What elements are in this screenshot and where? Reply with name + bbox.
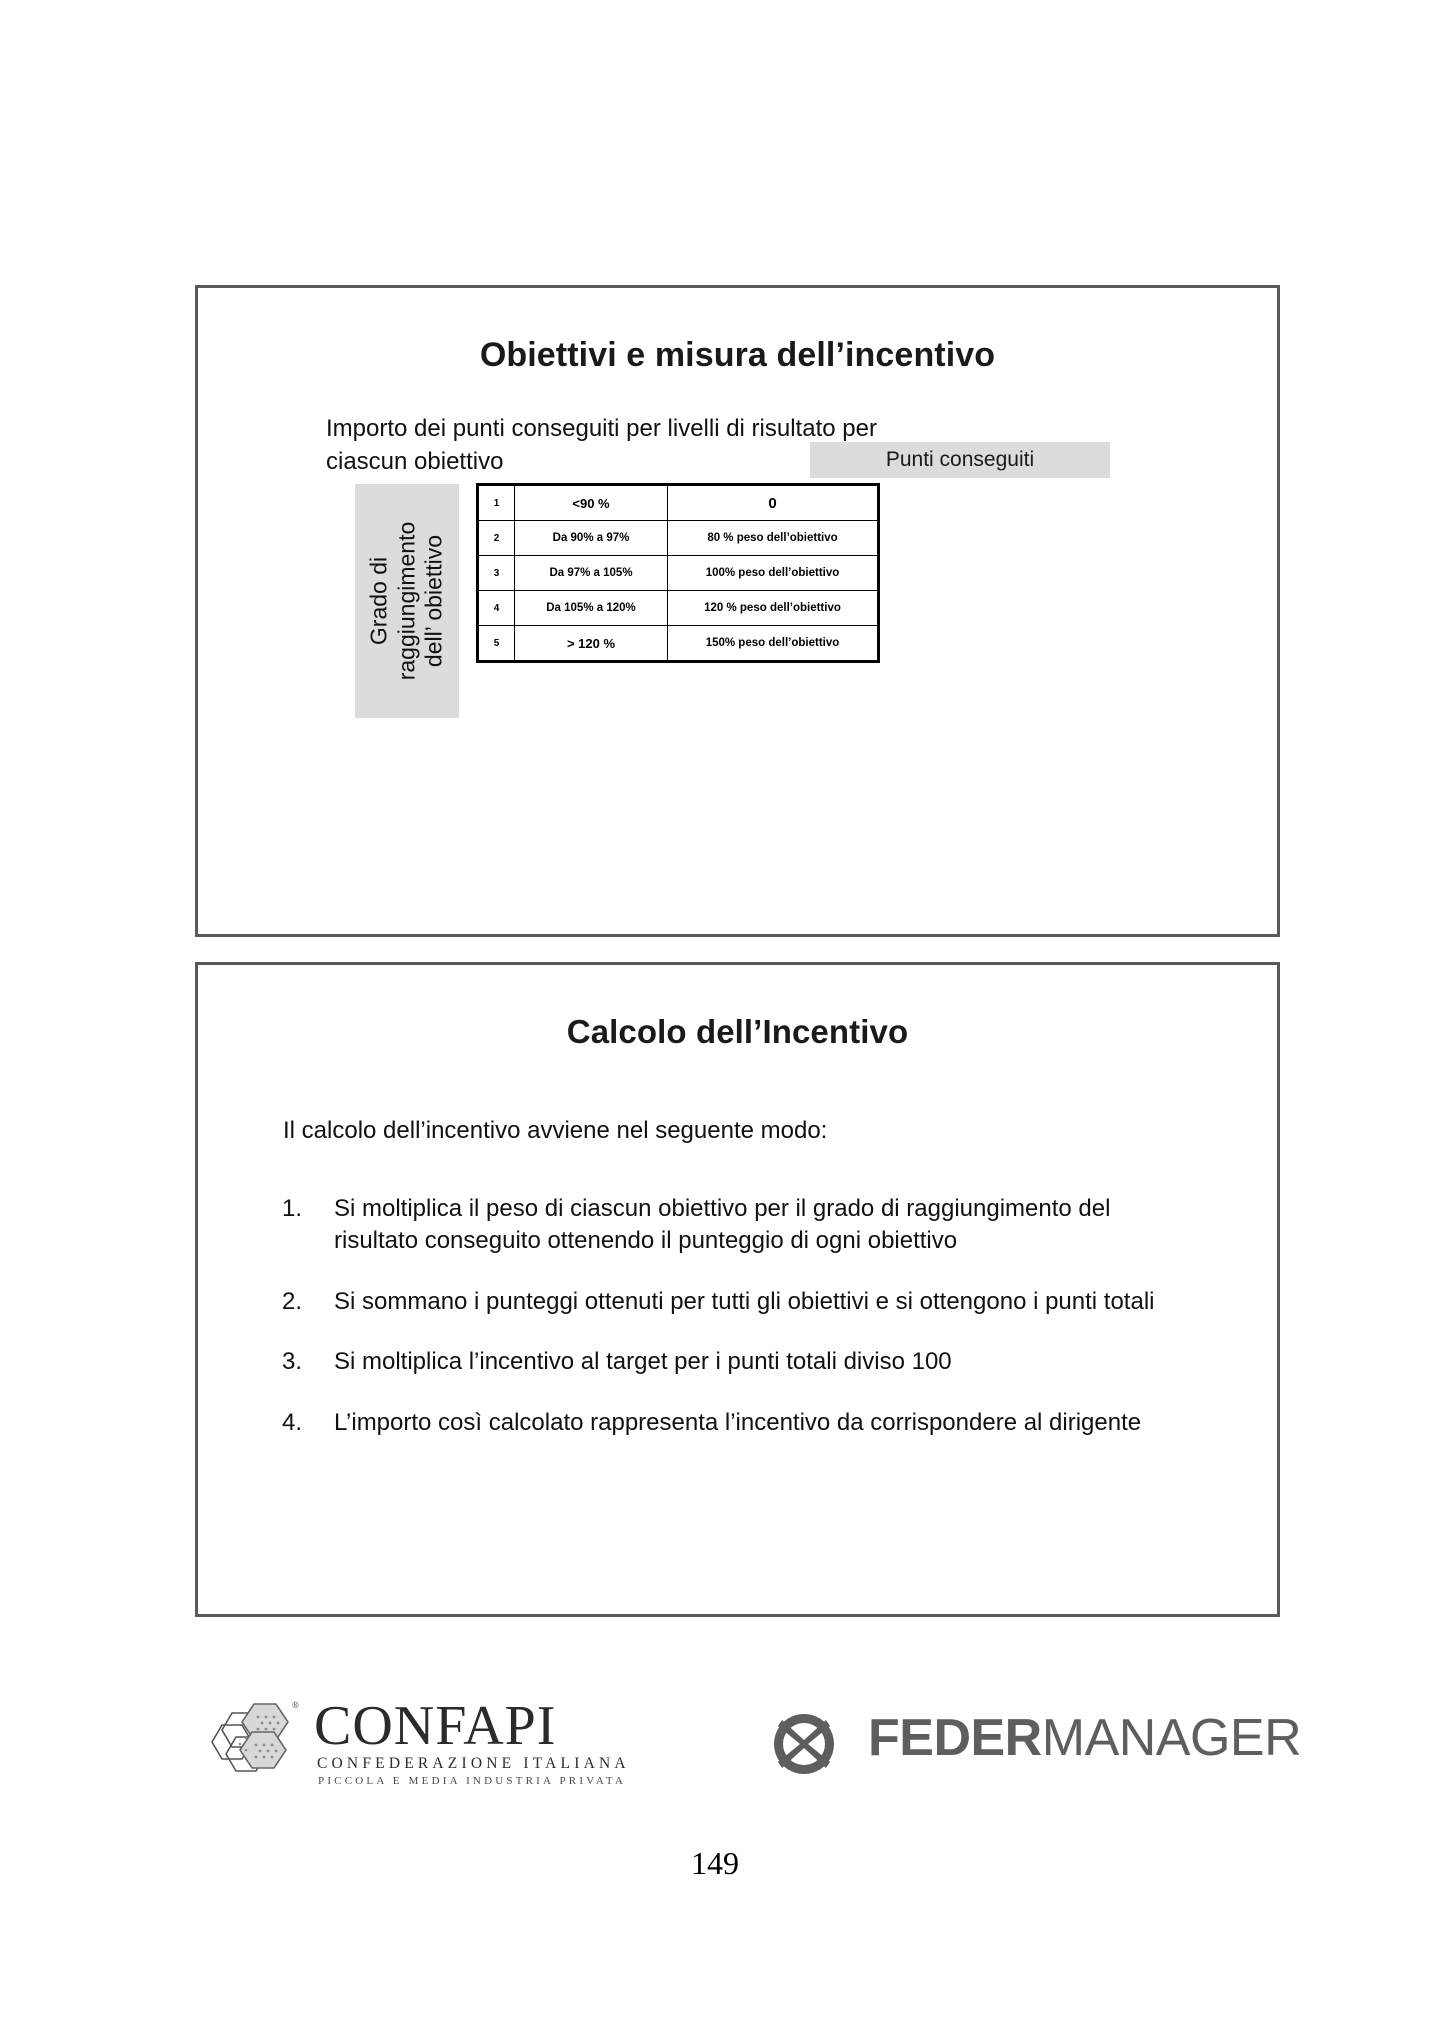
confapi-logo (196, 1692, 630, 1797)
confapi-hexagon-icon (196, 1692, 314, 1792)
step-number: 4. (282, 1408, 303, 1436)
slide-2-intro-text: Il calcolo dell’incentivo avviene nel seguente modo: (283, 1117, 828, 1144)
punti-conseguiti-label: Punti conseguiti (885, 448, 1035, 471)
table-row (478, 521, 879, 556)
slide-1-intro-text: Importo dei punti conseguiti per livelli di risultato per ciascun obiettivo (326, 415, 877, 475)
slide-2-title: Calcolo dell’Incentivo (566, 1013, 909, 1050)
table-row (478, 485, 879, 521)
grado-label-line-3: dell’ obiettivo (420, 534, 447, 668)
step-text: Si moltiplica l’incentivo al target per i punti totali diviso 100 (334, 1348, 952, 1376)
row-range: Da 97% a 105% (515, 556, 668, 591)
confapi-subtitle-1: CONFEDERAZIONE ITALIANA (317, 1755, 630, 1772)
step-number: 2. (282, 1287, 303, 1315)
row-index: 4 (478, 591, 515, 626)
table-row (478, 626, 879, 662)
row-index: 1 (478, 485, 515, 521)
federmanager-logo (752, 1692, 1302, 1797)
federmanager-circle-x-icon (752, 1692, 856, 1792)
table-row (478, 556, 879, 591)
row-index: 5 (478, 626, 515, 662)
list-item (282, 1193, 1182, 1258)
step-text: Si sommano i punteggi ottenuti per tutti gli obiettivi e si ottengono i punti totali (334, 1287, 1155, 1315)
grado-di-raggiungimento-rotated-text (366, 484, 449, 718)
confapi-subtitle-2: PICCOLA E MEDIA INDUSTRIA PRIVATA (318, 1775, 627, 1787)
federmanager-wordmark-light: MANAGER (1041, 1709, 1302, 1767)
calcolo-steps-list (282, 1193, 1182, 1467)
federmanager-wordmark-bold: FEDER (868, 1709, 1042, 1767)
step-number: 1. (282, 1195, 303, 1222)
row-range: > 120 % (515, 626, 668, 662)
levels-table (476, 483, 880, 663)
row-points: 150% peso dell’obiettivo (668, 626, 879, 662)
slide-obiettivi-e-misura (195, 285, 1280, 937)
svg-text:®: ® (292, 1700, 299, 1710)
punti-conseguiti-header-band (810, 442, 1110, 478)
row-range: Da 105% a 120% (515, 591, 668, 626)
table-row (478, 591, 879, 626)
slide-1-title: Obiettivi e misura dell’incentivo (479, 336, 996, 374)
row-points: 0 (668, 485, 879, 521)
row-points: 120 % peso dell’obiettivo (668, 591, 879, 626)
grado-di-raggiungimento-label-box (355, 484, 459, 718)
step-text: Si moltiplica il peso di ciascun obiettivo per il grado di raggiungimento del risultato conseguito ottenendo il punteggio di ogni obiettivo (334, 1195, 1111, 1255)
row-index: 3 (478, 556, 515, 591)
row-range: Da 90% a 97% (515, 521, 668, 556)
confapi-wordmark: CONFAPI (314, 1695, 557, 1757)
slide-calcolo-dell-incentivo (195, 962, 1280, 1617)
page-number: 149 (691, 1845, 739, 1881)
list-item (282, 1346, 1182, 1378)
step-text: L’importo così calcolato rappresenta l’incentivo da corrispondere al dirigente (334, 1408, 1142, 1436)
row-index: 2 (478, 521, 515, 556)
grado-label-line-1: Grado di (365, 556, 392, 646)
step-number: 3. (282, 1348, 303, 1376)
row-points: 80 % peso dell’obiettivo (668, 521, 879, 556)
row-range: <90 % (515, 485, 668, 521)
federmanager-wordmark (868, 1708, 1301, 1768)
list-item (282, 1407, 1182, 1439)
list-item (282, 1286, 1182, 1318)
grado-label-line-2: raggiungimento (393, 521, 420, 681)
row-points: 100% peso dell’obiettivo (668, 556, 879, 591)
